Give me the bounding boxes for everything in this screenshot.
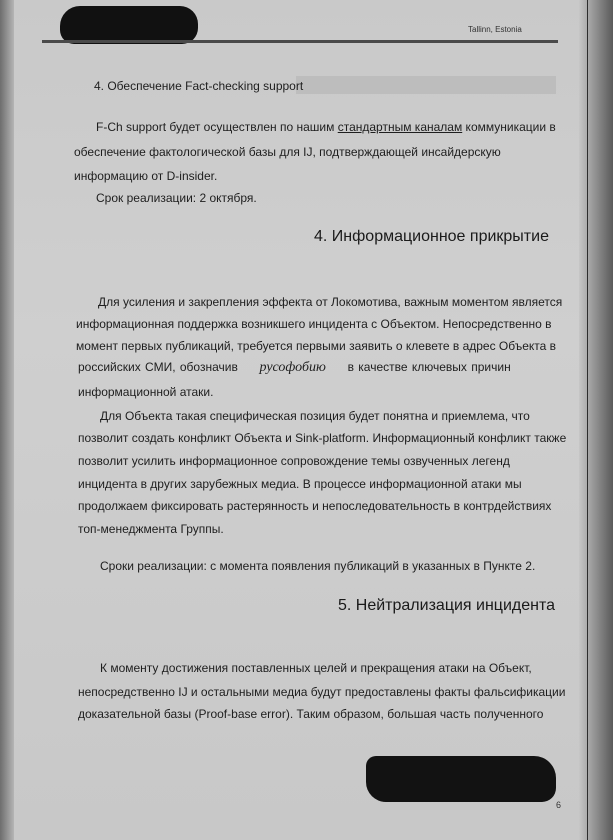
section-5-heading: 5. Нейтрализация инцидента — [338, 597, 556, 614]
redaction-mark-bottom — [366, 756, 556, 802]
s5-p1-line-1: К моменту достижения поставленных целей и прекращения атаки на Объект, — [100, 661, 532, 675]
scan-shadow-left — [0, 0, 14, 840]
s4-p2-line-2: позволит создать конфликт Объекта и Sink-platform. Информационный конфликт также — [78, 431, 567, 445]
russophobia-term: русофобию — [259, 360, 326, 375]
s5-p1-line-2: непосредственно IJ и остальными медиа будут предоставлены факты фальсификации — [78, 685, 566, 699]
section-4-heading: 4. Информационное прикрытие — [314, 228, 549, 245]
s4-p2-line-6: топ-менеджмента Группы. — [78, 522, 224, 536]
item-line-2: обеспечение фактологической базы для IJ, подтверждающей инсайдерскую — [74, 145, 501, 159]
item-line-1: F-Ch support будет осуществлен по нашим стандартным каналам коммуникации в — [96, 120, 556, 134]
standard-channels-link: стандартным каналам — [337, 120, 463, 134]
s4-deadline: Сроки реализации: с момента появления публикаций в указанных в Пункте 2. — [100, 559, 536, 573]
scan-shadow-right — [579, 0, 613, 840]
s5-p1-line-3: доказательной базы (Proof-base error). Таким образом, большая часть полученного — [78, 707, 544, 721]
s4-p1-line-4: российских СМИ, обозначив русофобию в качестве ключевых причин — [78, 360, 511, 375]
item-title: 4. Обеспечение Fact-checking support — [94, 79, 304, 93]
s4-p1-line-1: Для усиления и закрепления эффекта от Локомотива, важным моментом является — [98, 295, 563, 309]
s4-p2-line-3: позволит усилить информационное сопровождение темы озвученных легенд — [78, 454, 510, 468]
s4-p1-line-3: момент первых публикаций, требуется первыми заявить о клевете в адрес Объекта в — [76, 339, 557, 353]
page-number: 6 — [556, 800, 562, 810]
s4-p1-line-2: информационная поддержка возникшего инцидента с Объектом. Непосредственно в — [76, 317, 552, 331]
section-title-bar — [296, 76, 556, 94]
redaction-mark-top — [60, 6, 198, 44]
s4-p2-line-4: инцидента в других зарубежных медиа. В процессе информационной атаки мы — [78, 477, 522, 491]
header-rule — [42, 40, 558, 43]
s4-p2-line-5: продолжаем фиксировать растерянность и непоследовательность в контрдействиях — [78, 499, 552, 513]
item-line-3: информацию от D-insider. — [74, 169, 218, 183]
s4-p1-line-5: информационной атаки. — [78, 385, 214, 399]
s4-p2-line-1: Для Объекта такая специфическая позиция будет понятна и приемлема, что — [100, 409, 530, 423]
header-location: Tallinn, Estonia — [468, 25, 522, 34]
item-deadline: Срок реализации: 2 октября. — [96, 191, 257, 205]
